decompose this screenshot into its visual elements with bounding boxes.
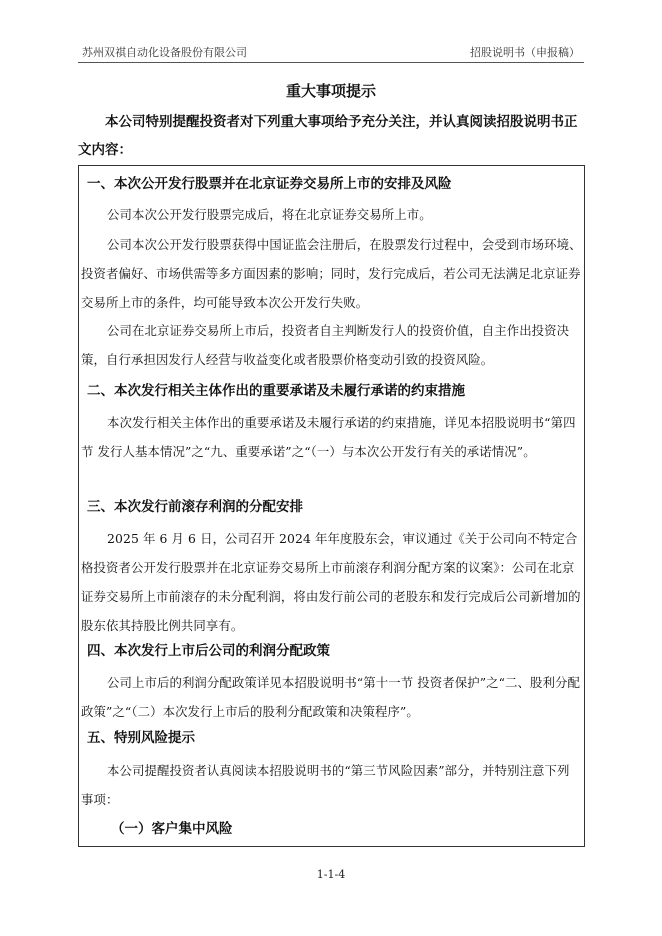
content-box bbox=[78, 165, 585, 847]
section-4-heading: 四、本次发行上市后公司的利润分配政策 bbox=[87, 643, 330, 659]
section-1-heading: 一、本次公开发行股票并在北京证券交易所上市的安排及风险 bbox=[87, 176, 452, 192]
section-1-paragraph-2: 公司本次公开发行股票获得中国证监会注册后，在股票发行过程中，会受到市场环境、投资者偏好、市场供需等多方面因素的影响；同时，发行完成后，若公司无法满足北京证券交易所上市的条件，均可能导致本次公开发行失败。 bbox=[81, 237, 582, 310]
page-title: 重大事项提示 bbox=[285, 82, 376, 100]
section-2-paragraph-1: 本次发行相关主体作出的重要承诺及未履行承诺的约束措施，详见本招股说明书“第四节 发行人基本情况”之“九、重要承诺”之“（一）与本次公开发行有关的承诺情况”。 bbox=[81, 415, 576, 459]
section-1-paragraph-1: 公司本次公开发行股票完成后，将在北京证券交易所上市。 bbox=[107, 207, 432, 222]
section-3-paragraph-1: 2025 年 6 月 6 日，公司召开 2024 年年度股东会，审议通过《关于公司向不特定合格投资者公开发行股票并在北京证券交易所上市前滚存利润分配方案的议案》：公司在北京证券交易所上市前滚存的未分配利润，将由发行前公司的老股东和发行完成后公司新增加的股东依其持股比例共同享有。 bbox=[81, 531, 581, 633]
section-3-heading: 三、本次发行前滚存利润的分配安排 bbox=[87, 499, 303, 515]
page-header bbox=[78, 40, 584, 63]
subsection-heading: （一）客户集中风险 bbox=[111, 821, 233, 837]
section-5-heading: 五、特别风险提示 bbox=[87, 730, 195, 746]
section-4-paragraph-1: 公司上市后的利润分配政策详见本招股说明书“第十一节 投资者保护”之“二、股利分配政策”之“（二）本次发行上市后的股利分配政策和决策程序”。 bbox=[81, 675, 581, 719]
company-name: 苏州双祺自动化设备股份有限公司 bbox=[82, 46, 247, 59]
section-1-paragraph-3: 公司在北京证券交易所上市后，投资者自主判断发行人的投资价值，自主作出投资决策，自行承担因发行人经营与收益变化或者股票价格变动引致的投资风险。 bbox=[81, 323, 570, 367]
section-2-heading: 二、本次发行相关主体作出的重要承诺及未履行承诺的约束措施 bbox=[87, 383, 465, 399]
page-number: 1-1-4 bbox=[316, 868, 346, 881]
intro-text: 本公司特别提醒投资者对下列重大事项给予充分关注，并认真阅读招股说明书正文内容： bbox=[78, 114, 578, 158]
document-title: 招股说明书（申报稿） bbox=[470, 46, 580, 59]
section-5-paragraph-1: 本公司提醒投资者认真阅读本招股说明书的“第三节风险因素”部分，并特别注意下列事项： bbox=[81, 763, 570, 807]
